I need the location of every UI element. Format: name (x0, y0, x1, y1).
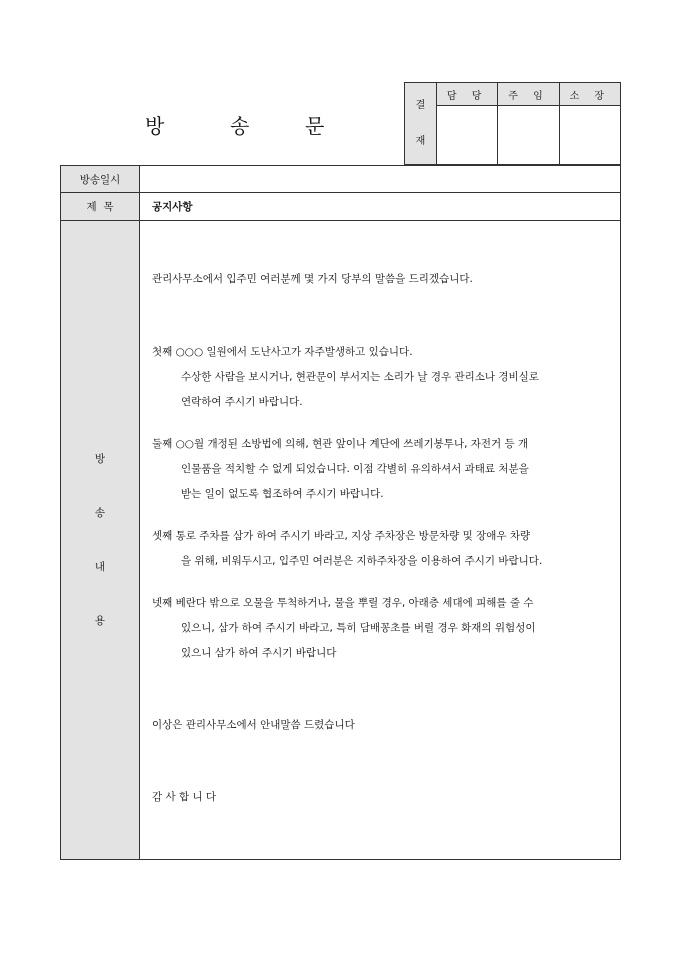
approval-header-manager: 담 당 (437, 83, 498, 106)
approval-header-chief: 주 임 (498, 83, 559, 106)
title-char: 문 (305, 114, 326, 138)
notice-item-3: 셋째 통로 주차를 삼가 하여 주시기 바라고, 지상 주차장은 방문차량 및 장애우 차량 을 위해, 비워두시고, 입주민 여러분은 지하주차장을 이용하여 주시기 바랍니다. (152, 530, 543, 567)
datetime-label: 방송일시 (61, 166, 140, 193)
approval-box (404, 82, 621, 165)
datetime-field[interactable] (140, 166, 621, 193)
broadcast-form (60, 165, 621, 860)
approval-sign-director[interactable] (559, 106, 620, 165)
subject-label: 제 목 (61, 193, 140, 221)
approval-sign-manager[interactable] (437, 106, 498, 165)
approval-header-director: 소 장 (559, 83, 620, 106)
notice-item-2: 둘째 ○○월 개정된 소방법에 의해, 현관 앞이나 계단에 쓰레기봉투나, 자전거 등 개 인물품을 적치할 수 없게 되었습니다. 이점 각별히 유의하셔서 과태료 처분을 받는 일이 없도록 협조하여 주시기 바랍니다. (152, 438, 529, 500)
content-label: 방 송 내 용 (61, 221, 140, 860)
content-body[interactable] (140, 221, 621, 860)
title-char: 송 (230, 114, 251, 138)
intro-text: 관리사무소에서 입주민 여러분께 몇 가지 당부의 말씀을 드리겠습니다. (152, 273, 473, 285)
notice-item-4: 넷째 베란다 밖으로 오물을 투척하거나, 물을 뿌릴 경우, 아래층 세대에 피해를 줄 수 있으니, 삼가 하여 주시기 바라고, 특히 담배꽁초를 버릴 경우 화재의 위험성이 있으니 삼가 하여 주시기 바랍니다 (152, 597, 536, 659)
notice-item-1: 첫째 ○○○ 일원에서 도난사고가 자주발생하고 있습니다. 수상한 사람을 보시거나, 현관문이 부서지는 소리가 날 경우 관리소나 경비실로 연락하여 주시기 바랍니다. (152, 346, 539, 408)
thanks-text: 감 사 합 니 다 (152, 791, 217, 803)
closing-text: 이상은 관리사무소에서 안내말씀 드렸습니다 (152, 719, 355, 731)
title-char: 방 (145, 114, 166, 138)
approval-sign-chief[interactable] (498, 106, 559, 165)
subject-field[interactable]: 공지사항 (140, 193, 621, 221)
approval-label: 결 재 (405, 83, 437, 165)
